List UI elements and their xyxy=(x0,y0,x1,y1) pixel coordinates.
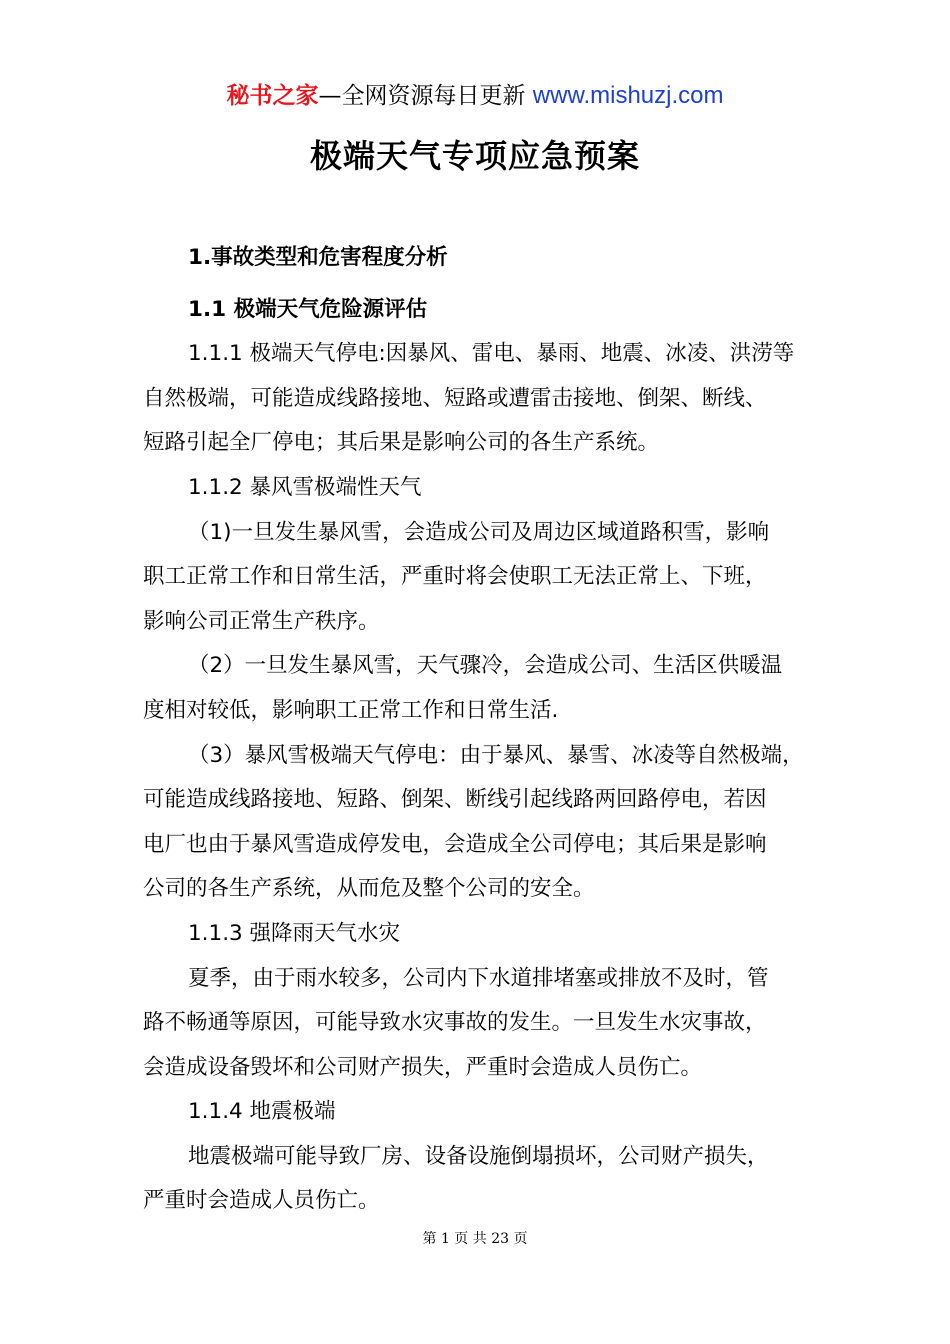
site-tagline: —全网资源每日更新 xyxy=(318,83,533,109)
document-body xyxy=(143,236,810,1224)
paragraph-line: 路不畅通等原因，可能导致水灾事故的发生。一旦发生水灾事故， xyxy=(143,1010,767,1036)
paragraph-line: 公司的各生产系统，从而危及整个公司的安全。 xyxy=(143,876,595,902)
paragraph-line: 自然极端，可能造成线路接地、短路或遭雷击接地、倒架、断线、 xyxy=(143,385,767,411)
paragraph-line: （2）一旦发生暴风雪，天气骤冷，会造成公司、生活区供暖温 xyxy=(188,653,783,679)
paragraph-line: （3）暴风雪极端天气停电：由于暴风、暴雪、冰凌等自然极端， xyxy=(188,742,804,768)
page-footer: 第 1 页 共 23 页 xyxy=(422,1231,528,1247)
site-url-link[interactable]: www.mishuzj.com xyxy=(532,82,724,109)
document-title: 极端天气专项应急预案 xyxy=(309,137,640,175)
paragraph-line: 会造成设备毁坏和公司财产损失，严重时会造成人员伤亡。 xyxy=(143,1054,703,1080)
subsection-heading-1-1-3: 1.1.3 强降雨天气水灾 xyxy=(188,920,401,946)
site-banner xyxy=(0,78,950,114)
paragraph-line: （1)一旦发生暴风雪，会造成公司及周边区域道路积雪，影响 xyxy=(188,519,770,545)
paragraph-line: 严重时会造成人员伤亡。 xyxy=(143,1188,380,1214)
paragraph-line: 度相对较低，影响职工正常工作和日常生活. xyxy=(143,697,559,723)
site-brand: 秘书之家 xyxy=(226,83,319,109)
section-heading-1: 1.事故类型和危害程度分析 xyxy=(188,245,448,270)
paragraph-line: 夏季，由于雨水较多，公司内下水道排堵塞或排放不及时，管 xyxy=(188,965,769,991)
paragraph-line: 职工正常工作和日常生活，严重时将会使职工无法正常上、下班， xyxy=(143,564,767,590)
subsection-heading-1-1-2: 1.1.2 暴风雪极端性天气 xyxy=(188,474,422,500)
paragraph-line: 电厂也由于暴风雪造成停发电，会造成全公司停电；其后果是影响 xyxy=(143,831,767,857)
paragraph-line: 1.1.1 极端天气停电:因暴风、雷电、暴雨、地震、冰凌、洪涝等 xyxy=(188,341,795,367)
section-heading-1-1: 1.1 极端天气危险源评估 xyxy=(188,296,428,322)
paragraph-line: 短路引起全厂停电；其后果是影响公司的各生产系统。 xyxy=(143,430,660,456)
paragraph-line: 影响公司正常生产秩序。 xyxy=(143,608,380,634)
paragraph-line: 可能造成线路接地、短路、倒架、断线引起线路两回路停电，若因 xyxy=(143,787,767,813)
subsection-heading-1-1-4: 1.1.4 地震极端 xyxy=(188,1099,336,1125)
paragraph-line: 地震极端可能导致厂房、设备设施倒塌损坏，公司财产损失， xyxy=(188,1143,769,1169)
